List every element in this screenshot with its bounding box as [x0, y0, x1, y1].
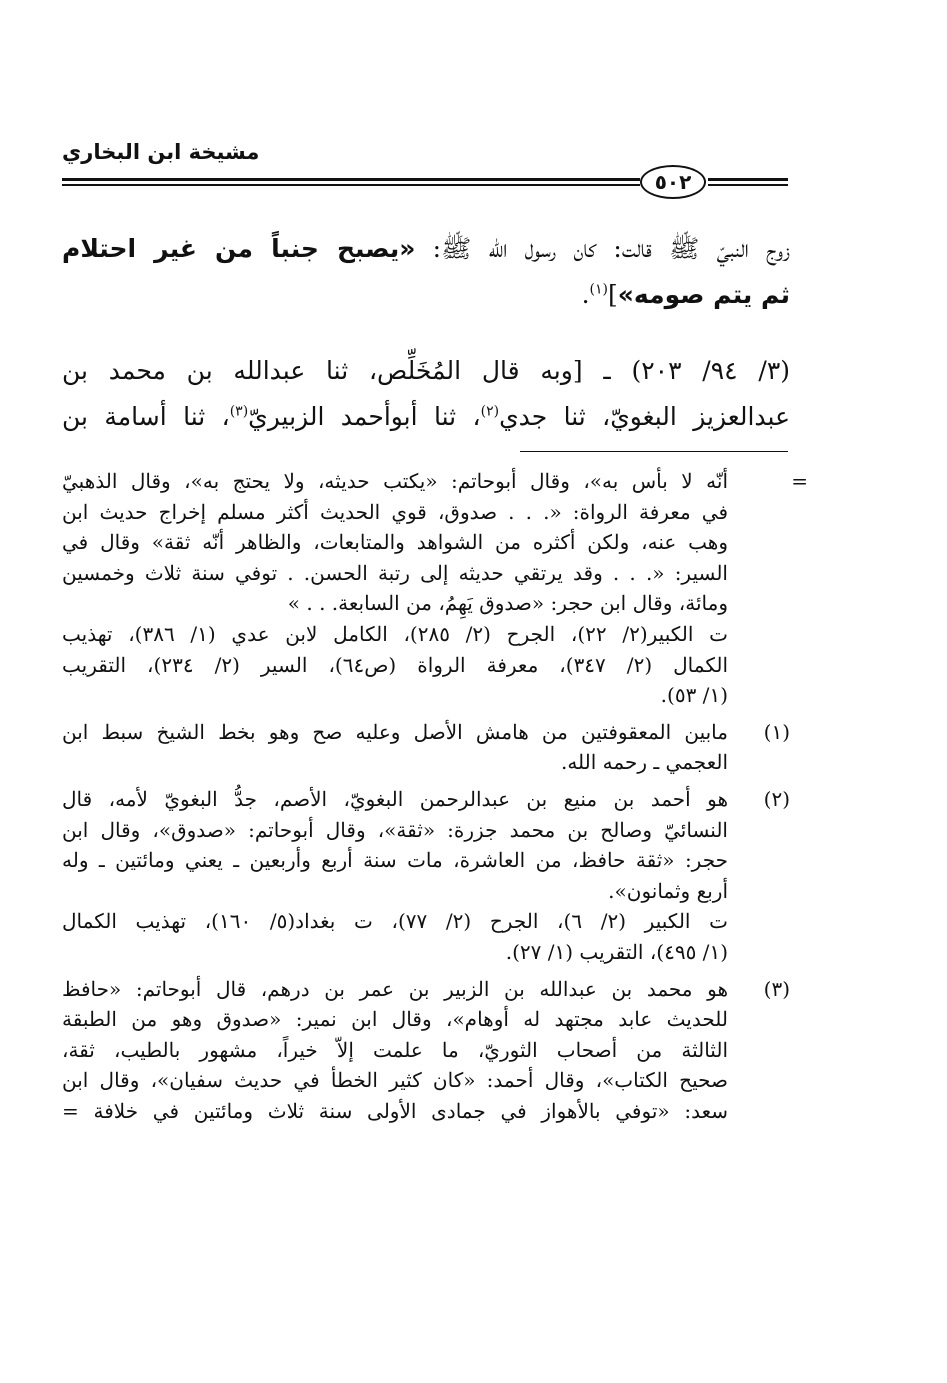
- body-text: عبدالعزيز البغويّ، ثنا جدي: [499, 402, 790, 431]
- footnote-line: ت الكبير(٢/ ٢٢)، الجرح (٢/ ٢٨٥)، الكامل لابن عدي (١/ ٣٨٦)، تهذيب: [62, 621, 728, 646]
- footnote-1: [62, 717, 790, 778]
- footnote-ref: (٢): [480, 403, 500, 420]
- body-paragraph-2: [62, 348, 790, 440]
- body-paragraph-1: [62, 226, 790, 318]
- body-line: [62, 394, 790, 440]
- hadith-text: «يصبح جنباً من غير احتلام: [62, 234, 416, 263]
- footnote-line: العجمي ـ رحمه الله.: [560, 750, 728, 775]
- footnote-3: [62, 974, 790, 1127]
- footnote-line: سعد: «توفي بالأهواز في جمادى الأولى سنة ثلاث ومائتين في خلافة =: [62, 1098, 728, 1123]
- footnote-number: (١): [763, 719, 790, 744]
- footnote-line: الكمال (٢/ ٣٤٧)، معرفة الرواة (ص٦٤)، السير (٢/ ٢٣٤)، التقريب: [62, 652, 728, 677]
- footnote-ref: (٣): [229, 403, 249, 420]
- body-text: زوج النبيّ ﷺ قالت: كان رسول الله ﷺ:: [415, 234, 790, 263]
- footnote-line: ومائة، وقال ابن حجر: «صدوق يَهِمُ، من السابعة. . . »: [287, 591, 728, 616]
- footnote-line: (١/ ٥٣).: [660, 683, 728, 708]
- footnote-number: (٢): [763, 786, 790, 811]
- footnote-line: الثالثة من أصحاب الثوريّ، ما علمت إلاّ خيراً، مشهور بالطيب، ثقة،: [62, 1037, 728, 1062]
- hadith-text: ثم يتم صومه»: [617, 280, 790, 309]
- body-line: [62, 226, 790, 272]
- footnote-line: هو محمد بن عبدالله بن الزبير بن عمر بن درهم، قال أبوحاتم: «حافظ: [62, 976, 728, 1001]
- footnote-line: (١/ ٤٩٥)، التقريب (١/ ٢٧).: [505, 939, 728, 964]
- footnote-line: هو أحمد بن منيع بن عبدالرحمن البغويّ، الأصم، جدُّ البغويّ لأمه، قال: [62, 786, 728, 811]
- footnote-separator: [520, 451, 788, 452]
- footnote-line: في معرفة الرواة: «. . . صدوق، قوي الحديث أكثر مسلم إخراج حديث ابن: [62, 499, 728, 524]
- footnote-number: (٣): [763, 976, 790, 1001]
- footnote-line: حجر: «ثقة حافظ، من العاشرة، مات سنة أربع وأربعين ـ يعني ومائتين ـ وله: [62, 848, 728, 873]
- bracket: ]: [608, 280, 618, 309]
- footnote-line: أربع وثمانون».: [608, 878, 728, 903]
- body-text: ، ثنا أسامة بن: [62, 402, 230, 431]
- footnote-line: أنّه لا بأس به»، وقال أبوحاتم: «يكتب حديثه، ولا يحتج به»، وقال الذهبيّ: [62, 469, 728, 493]
- running-title: مشيخة ابن البخاري: [62, 140, 260, 164]
- body-line: [62, 272, 790, 318]
- footnote-line: للحديث عابد مجتهد له أوهام»، وقال ابن نمير: «صدوق وهو من الطبقة: [62, 1007, 728, 1032]
- body-line: (٣/ ٩٤/ ٢٠٣) ـ [وبه قال المُخَلِّص، ثنا عبدالله بن محمد بن: [62, 356, 790, 385]
- page-number: ٥٠٢: [640, 165, 706, 199]
- footnote-2: [62, 784, 790, 968]
- header-rule-bottom: [62, 184, 640, 186]
- footnote-line: مابين المعقوفتين من هامش الأصل وعليه صح وهو بخط الشيخ سبط ابن: [62, 719, 728, 744]
- header-rule-right-top: [708, 178, 788, 181]
- footnotes: [62, 466, 808, 1126]
- body-text: ، ثنا أبوأحمد الزبيريّ: [248, 402, 481, 431]
- footnote-continuation: [62, 466, 808, 711]
- header-rule-top: [62, 178, 640, 181]
- footnote-line: صحيح الكتاب»، وقال أحمد: «كان كثير الخطأ في حديث سفيان»، وقال ابن: [62, 1068, 728, 1093]
- period: .: [581, 280, 590, 309]
- header-rule-right-bottom: [708, 184, 788, 186]
- footnote-line: ت الكبير (٢/ ٦)، الجرح (٢/ ٧٧)، ت بغداد(٥/ ١٦٠)، تهذيب الكمال: [62, 909, 728, 934]
- continuation-mark: =: [791, 469, 808, 493]
- footnote-line: وهب عنه، ولكن أكثره من الشواهد والمتابعات، والظاهر أنّه ثقة» وقال في: [62, 530, 728, 555]
- footnote-line: النسائيّ وصالح بن محمد جزرة: «ثقة»، وقال أبوحاتم: «صدوق»، وقال ابن: [62, 817, 728, 842]
- footnote-ref: (١): [589, 281, 609, 298]
- footnote-line: السير: «. . . وقد يرتقي حديثه إلى رتبة الحسن. . توفي سنة ثلاث وخمسين: [62, 560, 728, 585]
